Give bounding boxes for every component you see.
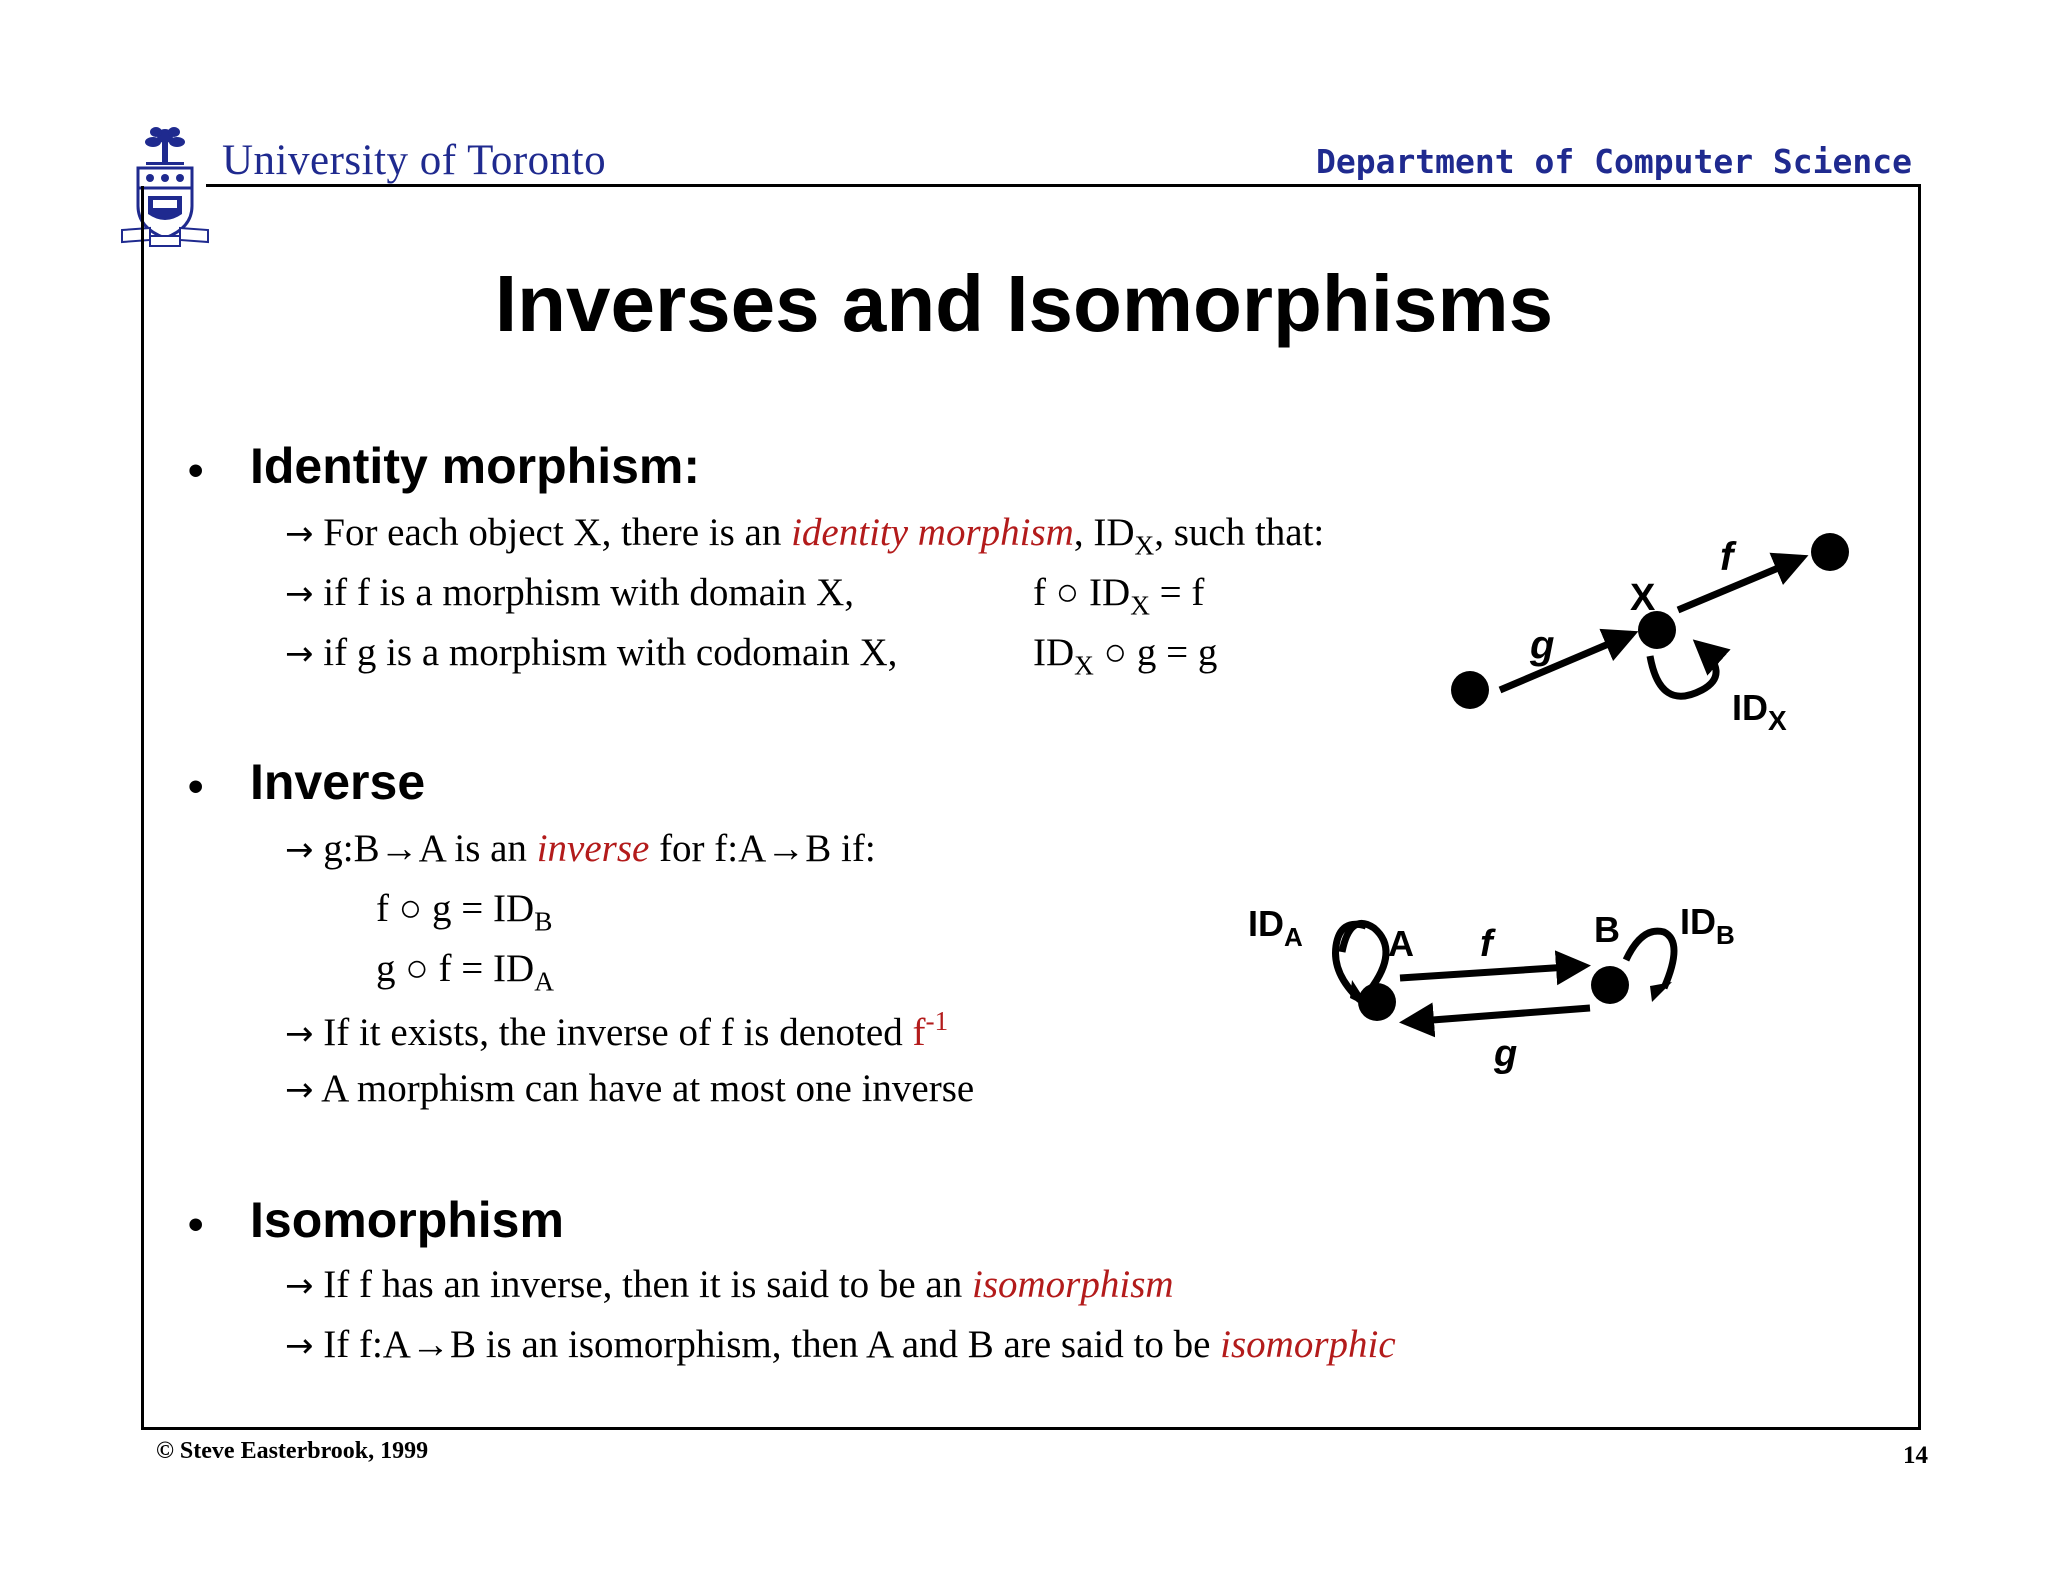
- bullet-dot: •: [188, 762, 204, 811]
- label-g: g: [1494, 1033, 1518, 1075]
- bullet-dot: •: [188, 1200, 204, 1249]
- node-source: [1451, 671, 1489, 709]
- arrow-icon: →: [285, 574, 314, 614]
- loop-id-b-head: [1650, 982, 1672, 1002]
- node-b: [1591, 966, 1629, 1004]
- identity-heading: Identity morphism:: [250, 438, 701, 494]
- loop-id-x: [1650, 644, 1716, 696]
- isomorphism-term: isomorphism: [972, 1263, 1174, 1306]
- page-number: 14: [1903, 1442, 1928, 1469]
- identity-diagram: [1420, 510, 1880, 750]
- inverse-diagram: [1240, 890, 1735, 1090]
- identity-line-1: → For each object X, there is an identity morphism, $ID_X$, such that:: [285, 511, 1325, 561]
- identity-morphism-term: identity morphism: [791, 511, 1074, 554]
- identity-line-3: → if g is a morphism with codomain X,: [285, 631, 898, 674]
- arrow-icon: →: [285, 514, 314, 554]
- arrow-icon: →: [285, 830, 314, 870]
- label-id-x: $ID_X$: [1732, 687, 1787, 736]
- arrow-icon: →: [285, 1070, 314, 1110]
- arrow-f: [1400, 966, 1584, 978]
- label-a: A: [1388, 923, 1414, 964]
- label-id-b: $ID_B$: [1680, 901, 1735, 950]
- bullet-dot: •: [188, 446, 204, 495]
- label-f: f: [1480, 923, 1493, 965]
- inverse-equation-2: g ○ $f = ID_A$: [376, 947, 554, 997]
- department-name: Department of Computer Science: [1315, 142, 1912, 181]
- arrow-g: [1500, 634, 1632, 690]
- loop-id-b: [1626, 931, 1674, 988]
- arrow-g: [1406, 1008, 1590, 1022]
- inverse-term: inverse: [536, 827, 650, 870]
- label-b: B: [1594, 909, 1620, 950]
- label-f: f: [1720, 535, 1734, 579]
- university-name: University of Toronto: [222, 137, 607, 184]
- identity-equation-1: f ○ $ID_X = f$: [1033, 571, 1205, 621]
- arrow-icon: →: [285, 1266, 314, 1306]
- isomorphism-line-2: → If f:A→B is an isomorphism, then A and B are said to be isomorphic: [285, 1323, 1396, 1366]
- inverse-equation-1: f ○ $g = ID_B$: [376, 887, 553, 937]
- arrow-icon: →: [285, 1326, 314, 1366]
- inverse-line-3: → A morphism can have at most one inverse: [285, 1067, 975, 1110]
- arrow-icon: →: [285, 1014, 314, 1054]
- isomorphic-term: isomorphic: [1220, 1323, 1396, 1366]
- node-target: [1811, 533, 1849, 571]
- inverse-line-2: → If it exists, the inverse of f is denoted $f^{-1}$: [285, 1006, 949, 1054]
- label-g: g: [1530, 623, 1555, 667]
- slide-title: Inverses and Isomorphisms: [494, 259, 1554, 348]
- arrow-f: [1678, 558, 1802, 610]
- isomorphism-line-1: → If f has an inverse, then it is said to be an isomorphism: [285, 1263, 1174, 1306]
- copyright: © Steve Easterbrook, 1999: [156, 1438, 429, 1464]
- arrow-icon: →: [285, 634, 314, 674]
- label-id-a: $ID_A$: [1248, 903, 1303, 952]
- loop-id-a: [1342, 923, 1386, 990]
- inverse-line-1: → g:B→A is an inverse for f:A→B if:: [285, 827, 876, 870]
- label-x: X: [1630, 577, 1656, 619]
- isomorphism-heading: Isomorphism: [250, 1192, 564, 1248]
- inverse-heading: Inverse: [250, 754, 426, 810]
- identity-line-2: → if f is a morphism with domain X,: [285, 571, 855, 614]
- f-inverse-term: f: [912, 1011, 926, 1054]
- identity-equation-2: $ID_X$ ○ g = g: [1033, 631, 1218, 681]
